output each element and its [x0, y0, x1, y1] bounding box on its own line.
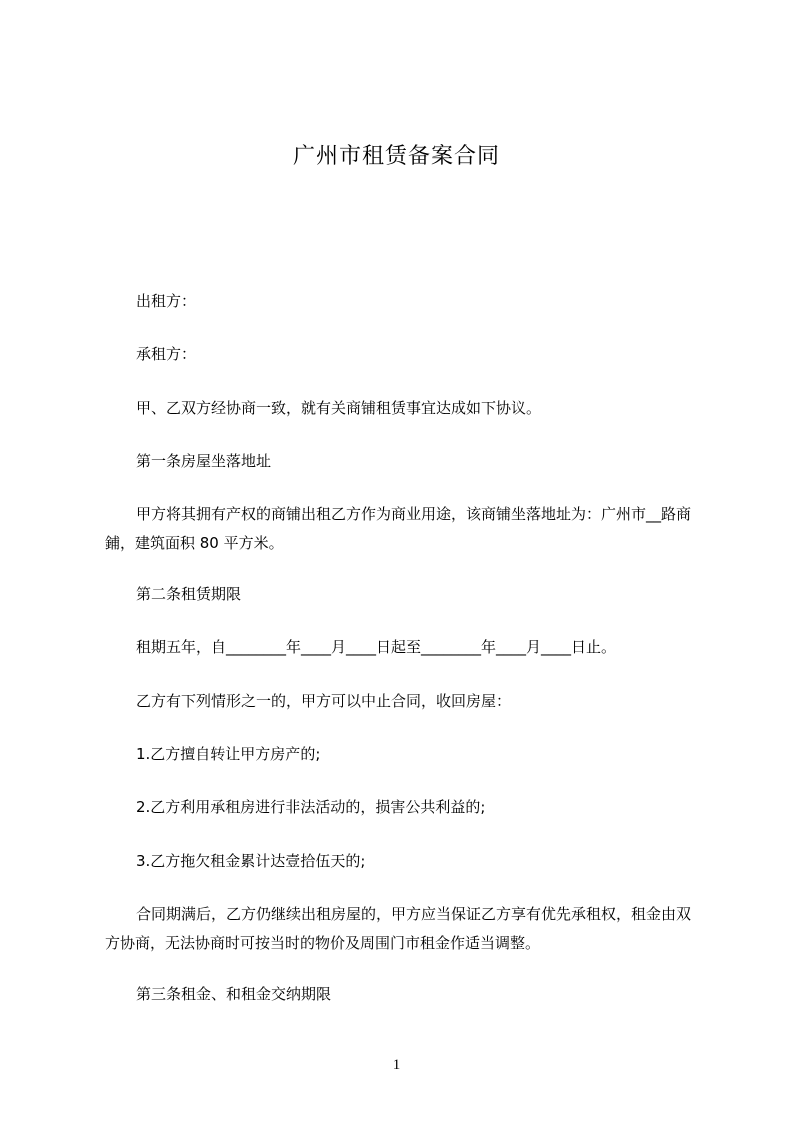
- agreement-paragraph: 甲、乙双方经协商一致，就有关商铺租赁事宜达成如下协议。: [136, 399, 542, 417]
- article1-body: 甲方将其拥有产权的商铺出租乙方作为商业用途，该商铺坐落地址为：广州市__路商鋪，建筑面积 80 平方米。: [105, 505, 692, 552]
- article1-heading: 第一条房屋坐落地址: [136, 452, 272, 470]
- page-number: 1: [392, 1057, 401, 1073]
- termination-intro: 乙方有下列情形之一的，甲方可以中止合同，收回房屋：: [136, 692, 512, 710]
- lessor-line: 出租方：: [136, 292, 197, 310]
- article2-heading: 第二条租赁期限: [136, 585, 242, 603]
- termination-item-1: 1.乙方擅自转让甲方房产的;: [136, 745, 321, 763]
- termination-item-2: 2.乙方利用承租房进行非法活动的，损害公共利益的;: [136, 798, 486, 816]
- article3-heading: 第三条租金、和租金交纳期限: [136, 985, 332, 1003]
- document-title: 广州市租赁备案合同: [292, 144, 500, 169]
- renewal-paragraph: 合同期满后，乙方仍继续出租房屋的，甲方应当保证乙方享有优先承租权，租金由双方协商，无法协商时可按当时的物价及周围门市租金作适当调整。: [105, 905, 692, 952]
- termination-item-3: 3.乙方拖欠租金累计达壹拾伍天的;: [136, 852, 366, 870]
- lease-term-line: 租期五年，自________年____月____日起至________年____月____日止。: [136, 638, 617, 656]
- lessee-line: 承租方：: [136, 345, 197, 363]
